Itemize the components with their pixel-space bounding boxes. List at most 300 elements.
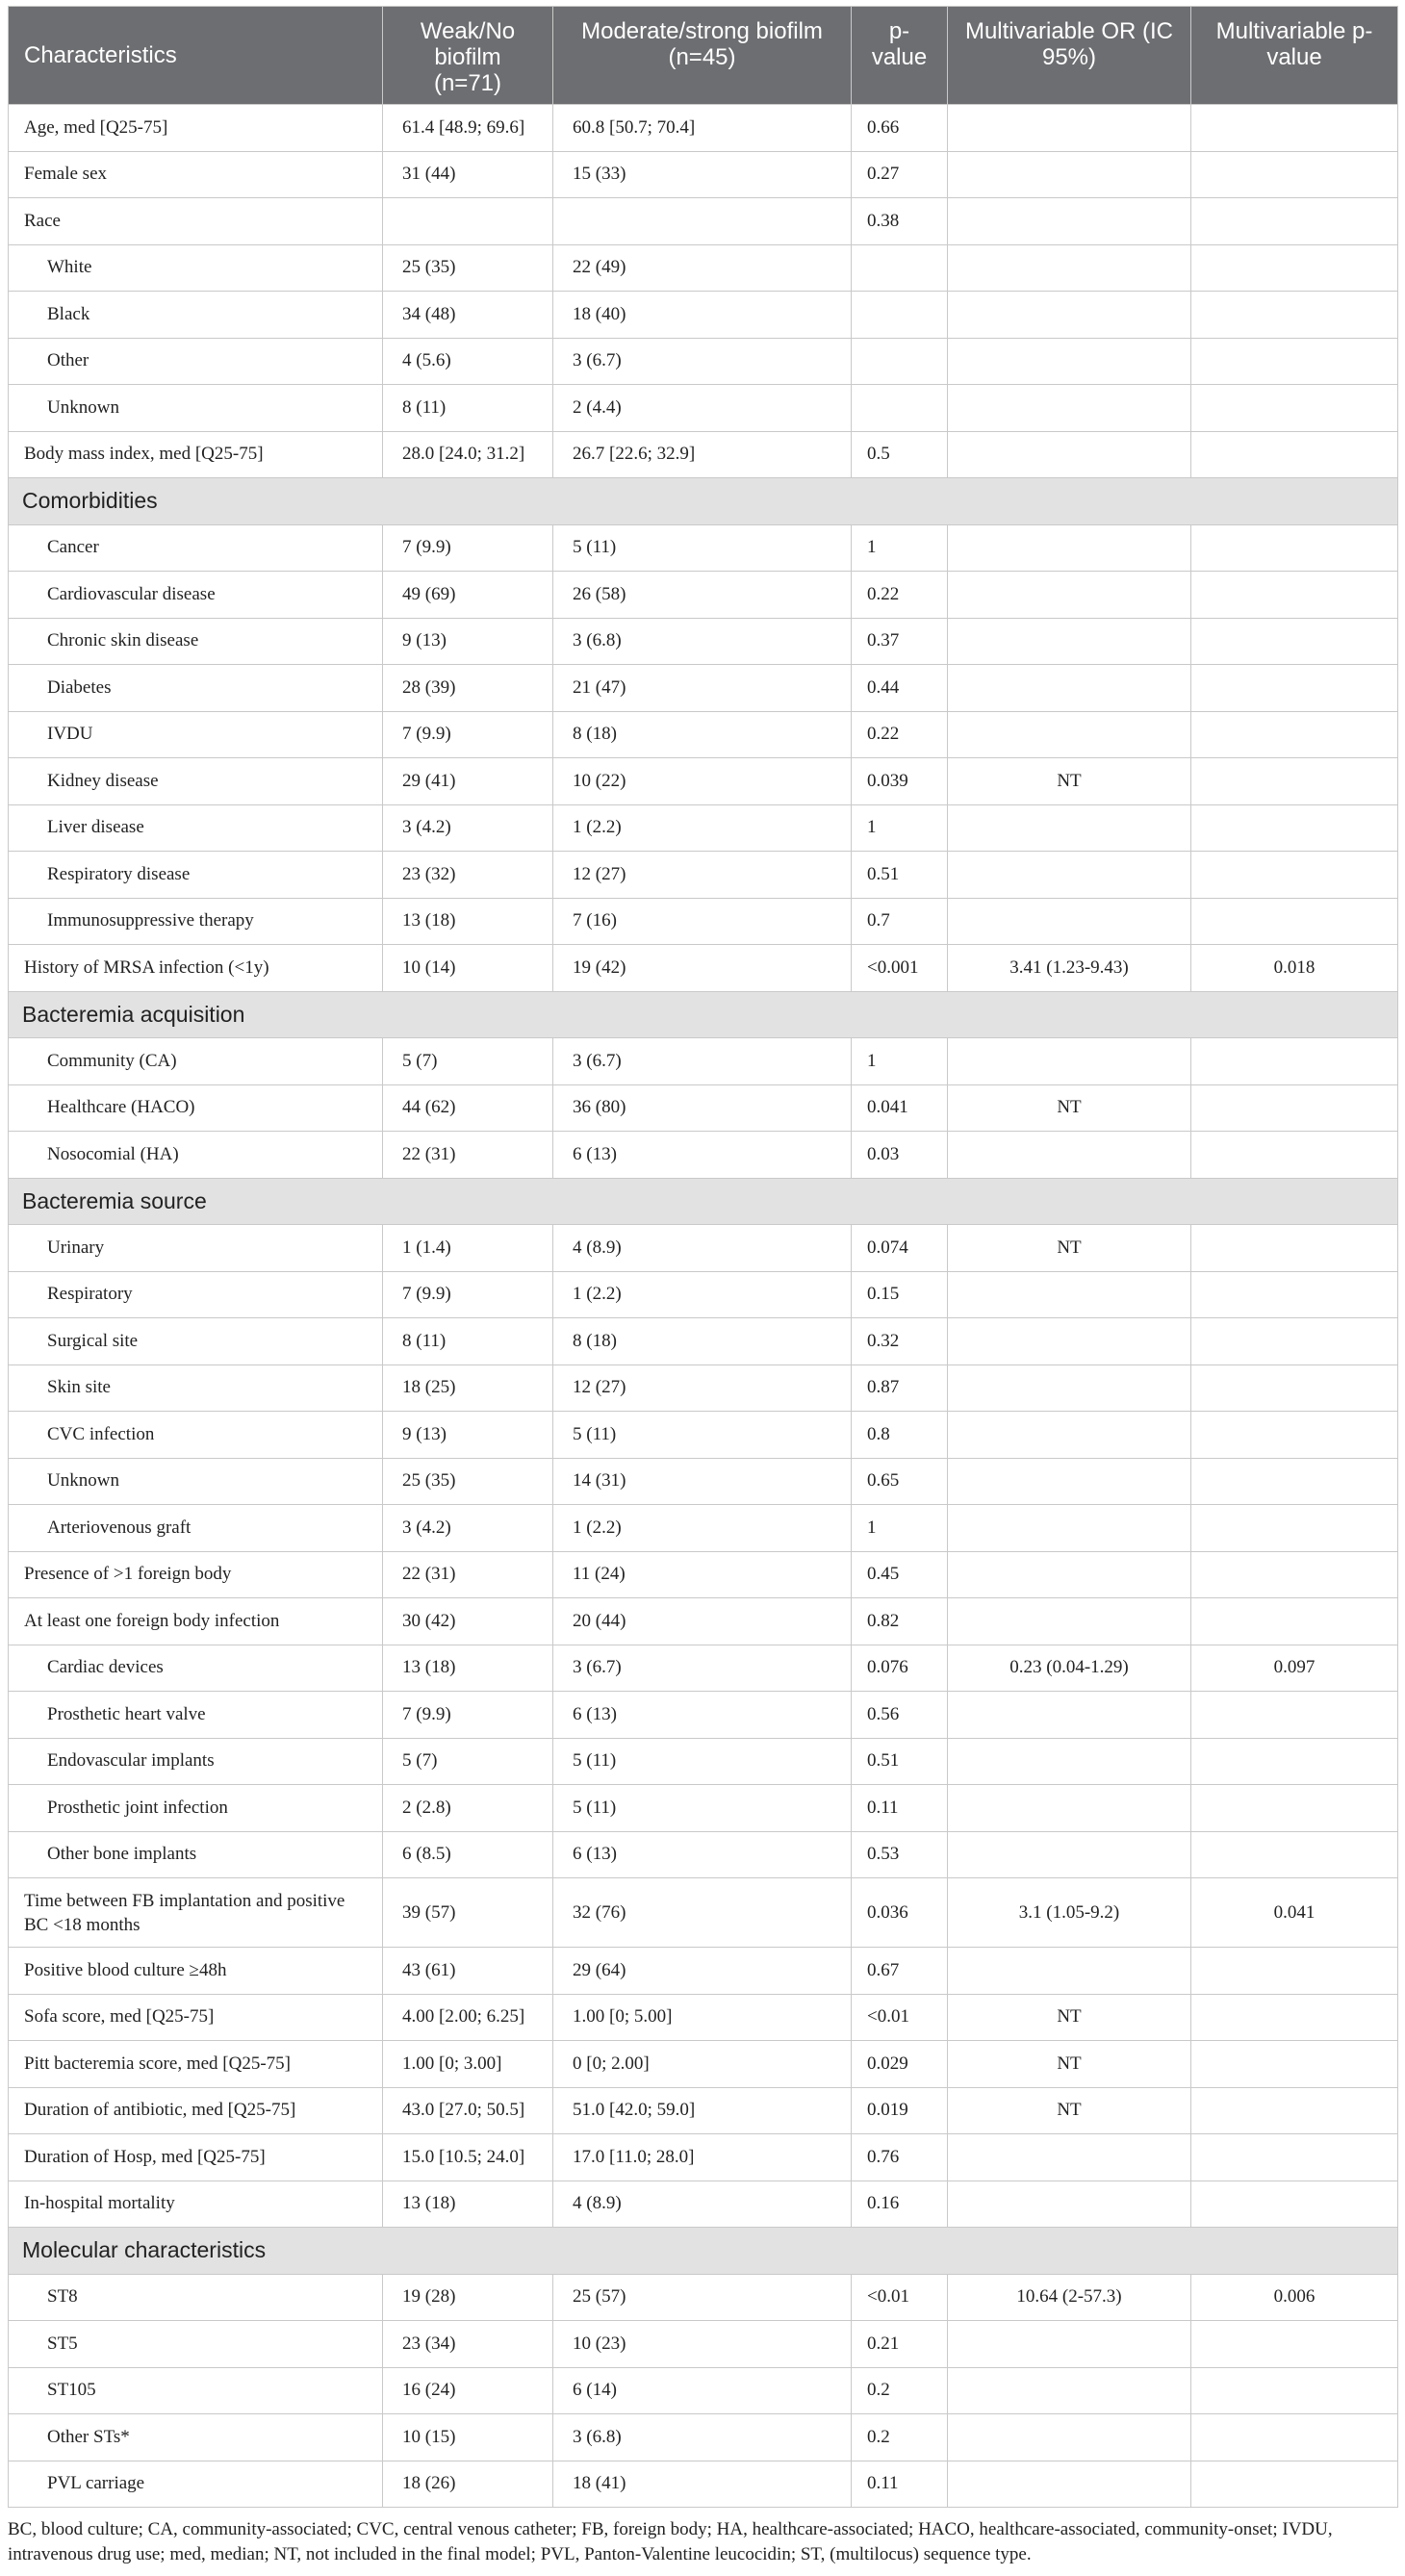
cell-weak-biofilm: 49 (69) xyxy=(383,572,553,619)
table-row xyxy=(9,1738,1398,1785)
cell-weak-biofilm: 8 (11) xyxy=(383,385,553,432)
cell-characteristic: PVL carriage xyxy=(9,2461,383,2508)
cell-moderate-biofilm: 32 (76) xyxy=(553,1878,852,1948)
section-title: Molecular characteristics xyxy=(9,2228,1398,2275)
cell-multivariable-or xyxy=(948,524,1191,572)
cell-multivariable-p-value xyxy=(1191,1948,1398,1995)
table-footnote: BC, blood culture; CA, community-associated; CVC, central venous catheter; FB, foreign body; HA, healthcare-associated; HACO, healthcare-associated, community-onset; IVDU, intravenous drug use; med, median; NT, not included in the final model; PVL, Panton-Valentine leucocidin; ST, (multilocus) sequence type. xyxy=(8,2519,1333,2564)
cell-p-value: 0.2 xyxy=(852,2414,948,2461)
cell-characteristic: Urinary xyxy=(9,1225,383,1272)
cell-weak-biofilm: 13 (18) xyxy=(383,898,553,945)
cell-moderate-biofilm: 18 (40) xyxy=(553,292,852,339)
cell-weak-biofilm: 18 (26) xyxy=(383,2461,553,2508)
cell-weak-biofilm: 43.0 [27.0; 50.5] xyxy=(383,2087,553,2134)
cell-p-value xyxy=(852,292,948,339)
table-row xyxy=(9,1271,1398,1318)
cell-p-value: 0.27 xyxy=(852,151,948,198)
cell-weak-biofilm: 9 (13) xyxy=(383,618,553,665)
cell-characteristic: White xyxy=(9,244,383,292)
cell-moderate-biofilm: 4 (8.9) xyxy=(553,1225,852,1272)
cell-weak-biofilm: 13 (18) xyxy=(383,1645,553,1692)
cell-p-value: <0.01 xyxy=(852,1994,948,2041)
cell-p-value: 0.21 xyxy=(852,2321,948,2368)
cell-moderate-biofilm: 8 (18) xyxy=(553,711,852,758)
cell-multivariable-p-value xyxy=(1191,385,1398,432)
cell-multivariable-p-value xyxy=(1191,1831,1398,1878)
cell-characteristic: CVC infection xyxy=(9,1412,383,1459)
cell-weak-biofilm: 3 (4.2) xyxy=(383,804,553,852)
cell-multivariable-p-value xyxy=(1191,151,1398,198)
cell-multivariable-or xyxy=(948,151,1191,198)
cell-multivariable-or xyxy=(948,1412,1191,1459)
cell-multivariable-or xyxy=(948,1831,1191,1878)
cell-weak-biofilm: 2 (2.8) xyxy=(383,1785,553,1832)
cell-multivariable-p-value xyxy=(1191,711,1398,758)
table-row xyxy=(9,2041,1398,2088)
table-row xyxy=(9,1038,1398,1085)
cell-moderate-biofilm: 10 (22) xyxy=(553,758,852,805)
cell-weak-biofilm: 4 (5.6) xyxy=(383,338,553,385)
header-characteristics: Characteristics xyxy=(9,7,383,105)
cell-p-value: 0.16 xyxy=(852,2181,948,2228)
cell-multivariable-p-value xyxy=(1191,1551,1398,1598)
cell-weak-biofilm: 31 (44) xyxy=(383,151,553,198)
table-row xyxy=(9,1365,1398,1412)
table-row xyxy=(9,1692,1398,1739)
cell-moderate-biofilm: 6 (14) xyxy=(553,2367,852,2414)
cell-multivariable-or xyxy=(948,385,1191,432)
cell-multivariable-or xyxy=(948,2367,1191,2414)
cell-weak-biofilm: 23 (34) xyxy=(383,2321,553,2368)
cell-weak-biofilm: 7 (9.9) xyxy=(383,1692,553,1739)
cell-moderate-biofilm: 7 (16) xyxy=(553,898,852,945)
cell-weak-biofilm: 19 (28) xyxy=(383,2274,553,2321)
cell-multivariable-p-value xyxy=(1191,1458,1398,1505)
cell-weak-biofilm: 8 (11) xyxy=(383,1318,553,1365)
cell-p-value: 0.51 xyxy=(852,1738,948,1785)
cell-p-value: 0.38 xyxy=(852,198,948,245)
cell-moderate-biofilm: 26.7 [22.6; 32.9] xyxy=(553,431,852,478)
table-row xyxy=(9,1878,1398,1948)
cell-p-value: 0.22 xyxy=(852,572,948,619)
cell-characteristic: Surgical site xyxy=(9,1318,383,1365)
cell-characteristic: Pitt bacteremia score, med [Q25-75] xyxy=(9,2041,383,2088)
characteristics-table xyxy=(8,6,1398,2508)
cell-multivariable-or: NT xyxy=(948,1994,1191,2041)
cell-moderate-biofilm: 2 (4.4) xyxy=(553,385,852,432)
cell-moderate-biofilm: 6 (13) xyxy=(553,1132,852,1179)
cell-moderate-biofilm: 25 (57) xyxy=(553,2274,852,2321)
cell-characteristic: Sofa score, med [Q25-75] xyxy=(9,1994,383,2041)
cell-multivariable-p-value xyxy=(1191,1225,1398,1272)
cell-moderate-biofilm: 1 (2.2) xyxy=(553,804,852,852)
cell-multivariable-or xyxy=(948,1598,1191,1645)
cell-p-value: 0.074 xyxy=(852,1225,948,1272)
cell-multivariable-or: NT xyxy=(948,2041,1191,2088)
cell-p-value: 1 xyxy=(852,804,948,852)
cell-moderate-biofilm: 1 (2.2) xyxy=(553,1271,852,1318)
table-row xyxy=(9,338,1398,385)
table-body xyxy=(9,105,1398,2508)
cell-p-value: 1 xyxy=(852,1505,948,1552)
cell-weak-biofilm: 7 (9.9) xyxy=(383,1271,553,1318)
cell-characteristic: Other xyxy=(9,338,383,385)
header-weak-biofilm: Weak/No biofilm (n=71) xyxy=(383,7,553,105)
cell-moderate-biofilm: 6 (13) xyxy=(553,1831,852,1878)
cell-multivariable-or: NT xyxy=(948,2087,1191,2134)
section-header-row xyxy=(9,2228,1398,2275)
cell-characteristic: History of MRSA infection (<1y) xyxy=(9,945,383,992)
cell-characteristic: Skin site xyxy=(9,1365,383,1412)
cell-moderate-biofilm: 3 (6.7) xyxy=(553,338,852,385)
cell-p-value: 0.45 xyxy=(852,1551,948,1598)
cell-weak-biofilm: 5 (7) xyxy=(383,1038,553,1085)
table-row xyxy=(9,711,1398,758)
table-row xyxy=(9,1551,1398,1598)
table-row xyxy=(9,2461,1398,2508)
cell-weak-biofilm: 28.0 [24.0; 31.2] xyxy=(383,431,553,478)
cell-characteristic: Cancer xyxy=(9,524,383,572)
cell-p-value: 0.37 xyxy=(852,618,948,665)
table-row xyxy=(9,945,1398,992)
cell-characteristic: ST5 xyxy=(9,2321,383,2368)
cell-moderate-biofilm: 14 (31) xyxy=(553,1458,852,1505)
cell-weak-biofilm: 16 (24) xyxy=(383,2367,553,2414)
cell-multivariable-or xyxy=(948,1551,1191,1598)
cell-p-value: 0.11 xyxy=(852,2461,948,2508)
cell-characteristic: Duration of Hosp, med [Q25-75] xyxy=(9,2134,383,2181)
cell-characteristic: Healthcare (HACO) xyxy=(9,1084,383,1132)
cell-moderate-biofilm: 11 (24) xyxy=(553,1551,852,1598)
cell-characteristic: Unknown xyxy=(9,1458,383,1505)
table-row xyxy=(9,105,1398,152)
cell-multivariable-p-value xyxy=(1191,758,1398,805)
cell-weak-biofilm: 10 (14) xyxy=(383,945,553,992)
cell-weak-biofilm: 4.00 [2.00; 6.25] xyxy=(383,1994,553,2041)
cell-p-value: 0.53 xyxy=(852,1831,948,1878)
cell-weak-biofilm: 61.4 [48.9; 69.6] xyxy=(383,105,553,152)
cell-multivariable-p-value xyxy=(1191,431,1398,478)
cell-characteristic: IVDU xyxy=(9,711,383,758)
cell-moderate-biofilm: 5 (11) xyxy=(553,1785,852,1832)
cell-characteristic: Presence of >1 foreign body xyxy=(9,1551,383,1598)
cell-p-value: 0.51 xyxy=(852,852,948,899)
cell-multivariable-p-value xyxy=(1191,1738,1398,1785)
cell-p-value: 0.66 xyxy=(852,105,948,152)
cell-p-value: 0.65 xyxy=(852,1458,948,1505)
cell-multivariable-p-value xyxy=(1191,2087,1398,2134)
cell-multivariable-or xyxy=(948,338,1191,385)
cell-characteristic: Diabetes xyxy=(9,665,383,712)
cell-moderate-biofilm: 36 (80) xyxy=(553,1084,852,1132)
cell-multivariable-p-value xyxy=(1191,292,1398,339)
cell-multivariable-or xyxy=(948,1271,1191,1318)
table-container xyxy=(8,6,1397,2567)
cell-characteristic: Kidney disease xyxy=(9,758,383,805)
table-row xyxy=(9,572,1398,619)
cell-weak-biofilm: 9 (13) xyxy=(383,1412,553,1459)
cell-moderate-biofilm: 0 [0; 2.00] xyxy=(553,2041,852,2088)
table-row xyxy=(9,758,1398,805)
cell-weak-biofilm: 10 (15) xyxy=(383,2414,553,2461)
cell-multivariable-or xyxy=(948,198,1191,245)
table-row xyxy=(9,2181,1398,2228)
table-row xyxy=(9,1458,1398,1505)
cell-multivariable-p-value xyxy=(1191,1038,1398,1085)
cell-moderate-biofilm: 3 (6.7) xyxy=(553,1038,852,1085)
cell-multivariable-or xyxy=(948,105,1191,152)
section-title: Bacteremia acquisition xyxy=(9,991,1398,1038)
cell-p-value: 0.2 xyxy=(852,2367,948,2414)
cell-multivariable-p-value xyxy=(1191,2367,1398,2414)
cell-multivariable-or: 3.41 (1.23-9.43) xyxy=(948,945,1191,992)
table-row xyxy=(9,2274,1398,2321)
cell-characteristic: Positive blood culture ≥48h xyxy=(9,1948,383,1995)
header-moderate-biofilm: Moderate/strong biofilm (n=45) xyxy=(553,7,852,105)
cell-weak-biofilm: 5 (7) xyxy=(383,1738,553,1785)
table-row xyxy=(9,1785,1398,1832)
cell-weak-biofilm: 3 (4.2) xyxy=(383,1505,553,1552)
cell-moderate-biofilm xyxy=(553,198,852,245)
cell-moderate-biofilm: 5 (11) xyxy=(553,1412,852,1459)
header-p-value: p-value xyxy=(852,7,948,105)
cell-multivariable-or xyxy=(948,804,1191,852)
cell-p-value: 1 xyxy=(852,1038,948,1085)
table-row xyxy=(9,2367,1398,2414)
cell-multivariable-p-value xyxy=(1191,1318,1398,1365)
cell-weak-biofilm: 44 (62) xyxy=(383,1084,553,1132)
cell-multivariable-or xyxy=(948,1692,1191,1739)
header-multivariable-or: Multivariable OR (IC 95%) xyxy=(948,7,1191,105)
table-row xyxy=(9,1132,1398,1179)
cell-p-value: 0.76 xyxy=(852,2134,948,2181)
cell-multivariable-or xyxy=(948,572,1191,619)
cell-weak-biofilm: 22 (31) xyxy=(383,1132,553,1179)
cell-multivariable-p-value xyxy=(1191,105,1398,152)
cell-p-value: 0.15 xyxy=(852,1271,948,1318)
cell-multivariable-p-value: 0.006 xyxy=(1191,2274,1398,2321)
cell-characteristic: ST8 xyxy=(9,2274,383,2321)
cell-moderate-biofilm: 3 (6.8) xyxy=(553,2414,852,2461)
cell-moderate-biofilm: 12 (27) xyxy=(553,852,852,899)
cell-multivariable-p-value xyxy=(1191,2134,1398,2181)
cell-multivariable-p-value xyxy=(1191,804,1398,852)
table-row xyxy=(9,151,1398,198)
cell-weak-biofilm: 22 (31) xyxy=(383,1551,553,1598)
cell-multivariable-p-value xyxy=(1191,338,1398,385)
cell-moderate-biofilm: 19 (42) xyxy=(553,945,852,992)
cell-multivariable-or xyxy=(948,1948,1191,1995)
cell-characteristic: Nosocomial (HA) xyxy=(9,1132,383,1179)
cell-multivariable-p-value xyxy=(1191,1692,1398,1739)
table-row xyxy=(9,244,1398,292)
cell-characteristic: At least one foreign body infection xyxy=(9,1598,383,1645)
section-title: Bacteremia source xyxy=(9,1178,1398,1225)
cell-moderate-biofilm: 6 (13) xyxy=(553,1692,852,1739)
cell-moderate-biofilm: 1 (2.2) xyxy=(553,1505,852,1552)
cell-p-value: 0.32 xyxy=(852,1318,948,1365)
cell-moderate-biofilm: 20 (44) xyxy=(553,1598,852,1645)
cell-multivariable-p-value xyxy=(1191,898,1398,945)
cell-weak-biofilm: 43 (61) xyxy=(383,1948,553,1995)
cell-characteristic: In-hospital mortality xyxy=(9,2181,383,2228)
cell-multivariable-or xyxy=(948,1318,1191,1365)
cell-weak-biofilm: 39 (57) xyxy=(383,1878,553,1948)
cell-weak-biofilm: 13 (18) xyxy=(383,2181,553,2228)
cell-characteristic: Female sex xyxy=(9,151,383,198)
header-row xyxy=(9,7,1398,105)
cell-multivariable-or xyxy=(948,1505,1191,1552)
cell-multivariable-or xyxy=(948,431,1191,478)
cell-characteristic: Unknown xyxy=(9,385,383,432)
table-row xyxy=(9,1994,1398,2041)
cell-moderate-biofilm: 60.8 [50.7; 70.4] xyxy=(553,105,852,152)
cell-characteristic: Cardiovascular disease xyxy=(9,572,383,619)
cell-multivariable-p-value xyxy=(1191,852,1398,899)
cell-characteristic: Community (CA) xyxy=(9,1038,383,1085)
cell-p-value: 0.11 xyxy=(852,1785,948,1832)
table-row xyxy=(9,1318,1398,1365)
cell-weak-biofilm: 7 (9.9) xyxy=(383,711,553,758)
cell-p-value: 0.03 xyxy=(852,1132,948,1179)
cell-weak-biofilm: 23 (32) xyxy=(383,852,553,899)
table-row xyxy=(9,1831,1398,1878)
table-row xyxy=(9,2321,1398,2368)
cell-multivariable-p-value xyxy=(1191,1994,1398,2041)
cell-weak-biofilm: 28 (39) xyxy=(383,665,553,712)
cell-moderate-biofilm: 5 (11) xyxy=(553,524,852,572)
cell-multivariable-p-value xyxy=(1191,2414,1398,2461)
cell-p-value: 0.041 xyxy=(852,1084,948,1132)
table-row xyxy=(9,292,1398,339)
table-row xyxy=(9,1598,1398,1645)
table-row xyxy=(9,1412,1398,1459)
cell-multivariable-p-value xyxy=(1191,2321,1398,2368)
cell-p-value: 0.87 xyxy=(852,1365,948,1412)
cell-multivariable-p-value: 0.041 xyxy=(1191,1878,1398,1948)
table-row xyxy=(9,898,1398,945)
cell-weak-biofilm: 29 (41) xyxy=(383,758,553,805)
cell-multivariable-or: NT xyxy=(948,1225,1191,1272)
cell-characteristic: Immunosuppressive therapy xyxy=(9,898,383,945)
cell-multivariable-or: 10.64 (2-57.3) xyxy=(948,2274,1191,2321)
cell-weak-biofilm: 6 (8.5) xyxy=(383,1831,553,1878)
cell-p-value xyxy=(852,244,948,292)
cell-multivariable-or: 0.23 (0.04-1.29) xyxy=(948,1645,1191,1692)
table-row xyxy=(9,804,1398,852)
cell-multivariable-or xyxy=(948,711,1191,758)
cell-moderate-biofilm: 15 (33) xyxy=(553,151,852,198)
cell-moderate-biofilm: 5 (11) xyxy=(553,1738,852,1785)
cell-multivariable-p-value xyxy=(1191,1412,1398,1459)
table-row xyxy=(9,431,1398,478)
cell-p-value: 0.67 xyxy=(852,1948,948,1995)
cell-p-value: 0.56 xyxy=(852,1692,948,1739)
cell-p-value xyxy=(852,338,948,385)
cell-p-value: 0.036 xyxy=(852,1878,948,1948)
cell-multivariable-p-value xyxy=(1191,2041,1398,2088)
cell-multivariable-or xyxy=(948,292,1191,339)
cell-characteristic: Body mass index, med [Q25-75] xyxy=(9,431,383,478)
cell-characteristic: Other bone implants xyxy=(9,1831,383,1878)
cell-weak-biofilm: 18 (25) xyxy=(383,1365,553,1412)
cell-p-value: 0.5 xyxy=(852,431,948,478)
cell-characteristic: Chronic skin disease xyxy=(9,618,383,665)
section-header-row xyxy=(9,478,1398,525)
cell-multivariable-p-value xyxy=(1191,1598,1398,1645)
cell-weak-biofilm: 25 (35) xyxy=(383,1458,553,1505)
cell-multivariable-or xyxy=(948,1458,1191,1505)
cell-multivariable-p-value xyxy=(1191,1084,1398,1132)
cell-multivariable-p-value xyxy=(1191,524,1398,572)
cell-multivariable-or xyxy=(948,1738,1191,1785)
cell-characteristic: Endovascular implants xyxy=(9,1738,383,1785)
table-row xyxy=(9,1084,1398,1132)
cell-moderate-biofilm: 3 (6.7) xyxy=(553,1645,852,1692)
cell-p-value: 1 xyxy=(852,524,948,572)
cell-multivariable-p-value xyxy=(1191,572,1398,619)
table-row xyxy=(9,665,1398,712)
cell-p-value: 0.8 xyxy=(852,1412,948,1459)
table-row xyxy=(9,1505,1398,1552)
cell-p-value: 0.7 xyxy=(852,898,948,945)
cell-moderate-biofilm: 29 (64) xyxy=(553,1948,852,1995)
cell-multivariable-p-value xyxy=(1191,1132,1398,1179)
cell-weak-biofilm: 15.0 [10.5; 24.0] xyxy=(383,2134,553,2181)
cell-p-value: 0.44 xyxy=(852,665,948,712)
cell-characteristic: Respiratory xyxy=(9,1271,383,1318)
cell-characteristic: Arteriovenous graft xyxy=(9,1505,383,1552)
cell-moderate-biofilm: 8 (18) xyxy=(553,1318,852,1365)
cell-multivariable-or xyxy=(948,2181,1191,2228)
cell-multivariable-p-value xyxy=(1191,618,1398,665)
cell-weak-biofilm: 30 (42) xyxy=(383,1598,553,1645)
cell-moderate-biofilm: 12 (27) xyxy=(553,1365,852,1412)
section-title: Comorbidities xyxy=(9,478,1398,525)
cell-characteristic: Cardiac devices xyxy=(9,1645,383,1692)
cell-characteristic: Prosthetic heart valve xyxy=(9,1692,383,1739)
cell-multivariable-or xyxy=(948,1365,1191,1412)
cell-multivariable-or xyxy=(948,2321,1191,2368)
cell-multivariable-p-value xyxy=(1191,2181,1398,2228)
cell-multivariable-or xyxy=(948,1132,1191,1179)
cell-multivariable-or xyxy=(948,852,1191,899)
cell-characteristic: Time between FB implantation and positive BC <18 months xyxy=(9,1878,383,1948)
cell-moderate-biofilm: 3 (6.8) xyxy=(553,618,852,665)
header-multivariable-p-value: Multivariable p-value xyxy=(1191,7,1398,105)
cell-multivariable-or xyxy=(948,2134,1191,2181)
cell-p-value: 0.019 xyxy=(852,2087,948,2134)
cell-multivariable-p-value xyxy=(1191,2461,1398,2508)
table-header xyxy=(9,7,1398,105)
cell-p-value xyxy=(852,385,948,432)
section-header-row xyxy=(9,991,1398,1038)
cell-characteristic: Black xyxy=(9,292,383,339)
table-row xyxy=(9,852,1398,899)
cell-p-value: 0.029 xyxy=(852,2041,948,2088)
cell-multivariable-p-value xyxy=(1191,1785,1398,1832)
table-row xyxy=(9,1645,1398,1692)
cell-p-value: 0.22 xyxy=(852,711,948,758)
cell-multivariable-p-value xyxy=(1191,1365,1398,1412)
table-row xyxy=(9,1948,1398,1995)
table-row xyxy=(9,524,1398,572)
cell-multivariable-or xyxy=(948,2414,1191,2461)
table-row xyxy=(9,2414,1398,2461)
cell-multivariable-or: NT xyxy=(948,1084,1191,1132)
table-row xyxy=(9,2134,1398,2181)
cell-p-value: <0.01 xyxy=(852,2274,948,2321)
